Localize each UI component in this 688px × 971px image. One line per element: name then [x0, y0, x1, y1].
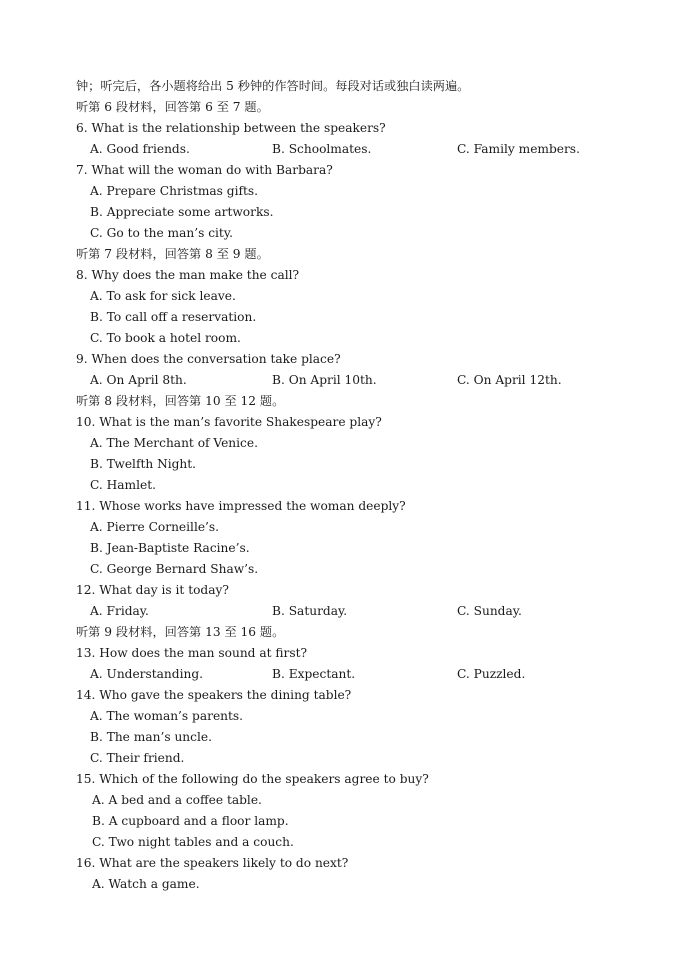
option-a: A. Watch a game. — [92, 877, 200, 891]
option-b: B. The man’s uncle. — [90, 730, 212, 744]
option-b: B. Expectant. — [272, 667, 356, 681]
option-c: C. Their friend. — [90, 751, 185, 765]
option-a: A. Pierre Corneille’s. — [90, 520, 220, 534]
option-b: B. Saturday. — [272, 604, 348, 618]
question-text: 11. Whose works have impressed the woman deeply? — [76, 499, 406, 513]
option-c: C. Family members. — [457, 142, 580, 156]
question-text: 15. Which of the following do the speakers agree to buy? — [76, 772, 429, 786]
option-a: A. Prepare Christmas gifts. — [90, 184, 259, 198]
option-c: C. Two night tables and a couch. — [92, 835, 294, 849]
option-a: A. Friday. — [90, 604, 149, 618]
option-c: C. George Bernard Shaw’s. — [90, 562, 259, 576]
question-text: 6. What is the relationship between the speakers? — [76, 121, 386, 135]
option-c: C. Puzzled. — [457, 667, 526, 681]
option-b: B. A cupboard and a floor lamp. — [92, 814, 289, 828]
option-a: A. A bed and a coffee table. — [92, 793, 262, 807]
option-c: C. Go to the man’s city. — [90, 226, 233, 240]
option-a: A. On April 8th. — [90, 373, 187, 387]
section-heading: 听第 9 段材料，回答第 13 至 16 题。 — [76, 625, 285, 639]
option-b: B. Jean-Baptiste Racine’s. — [90, 541, 250, 555]
option-a: A. Understanding. — [90, 667, 204, 681]
option-b: B. Schoolmates. — [272, 142, 372, 156]
option-b: B. Twelfth Night. — [90, 457, 197, 471]
option-c: C. To book a hotel room. — [90, 331, 241, 345]
intro-text: 钟；听完后，各小题将给出 5 秒钟的作答时间。每段对话或独白读两遍。 — [76, 79, 470, 93]
question-text: 14. Who gave the speakers the dining table? — [76, 688, 352, 702]
option-a: A. The woman’s parents. — [90, 709, 244, 723]
question-text: 7. What will the woman do with Barbara? — [76, 163, 333, 177]
option-a: A. To ask for sick leave. — [90, 289, 236, 303]
option-b: B. To call off a reservation. — [90, 310, 257, 324]
option-b: B. On April 10th. — [272, 373, 377, 387]
question-text: 9. When does the conversation take place? — [76, 352, 341, 366]
option-a: A. The Merchant of Venice. — [90, 436, 258, 450]
question-text: 13. How does the man sound at first? — [76, 646, 308, 660]
question-text: 12. What day is it today? — [76, 583, 229, 597]
option-a: A. Good friends. — [90, 142, 190, 156]
option-b: B. Appreciate some artworks. — [90, 205, 274, 219]
question-text: 8. Why does the man make the call? — [76, 268, 300, 282]
question-text: 16. What are the speakers likely to do next? — [76, 856, 349, 870]
option-c: C. Hamlet. — [90, 478, 156, 492]
section-heading: 听第 8 段材料，回答第 10 至 12 题。 — [76, 394, 285, 408]
section-heading: 听第 6 段材料，回答第 6 至 7 题。 — [76, 100, 269, 114]
question-text: 10. What is the man’s favorite Shakespeare play? — [76, 415, 382, 429]
section-heading: 听第 7 段材料，回答第 8 至 9 题。 — [76, 247, 269, 261]
option-c: C. On April 12th. — [457, 373, 562, 387]
option-c: C. Sunday. — [457, 604, 522, 618]
